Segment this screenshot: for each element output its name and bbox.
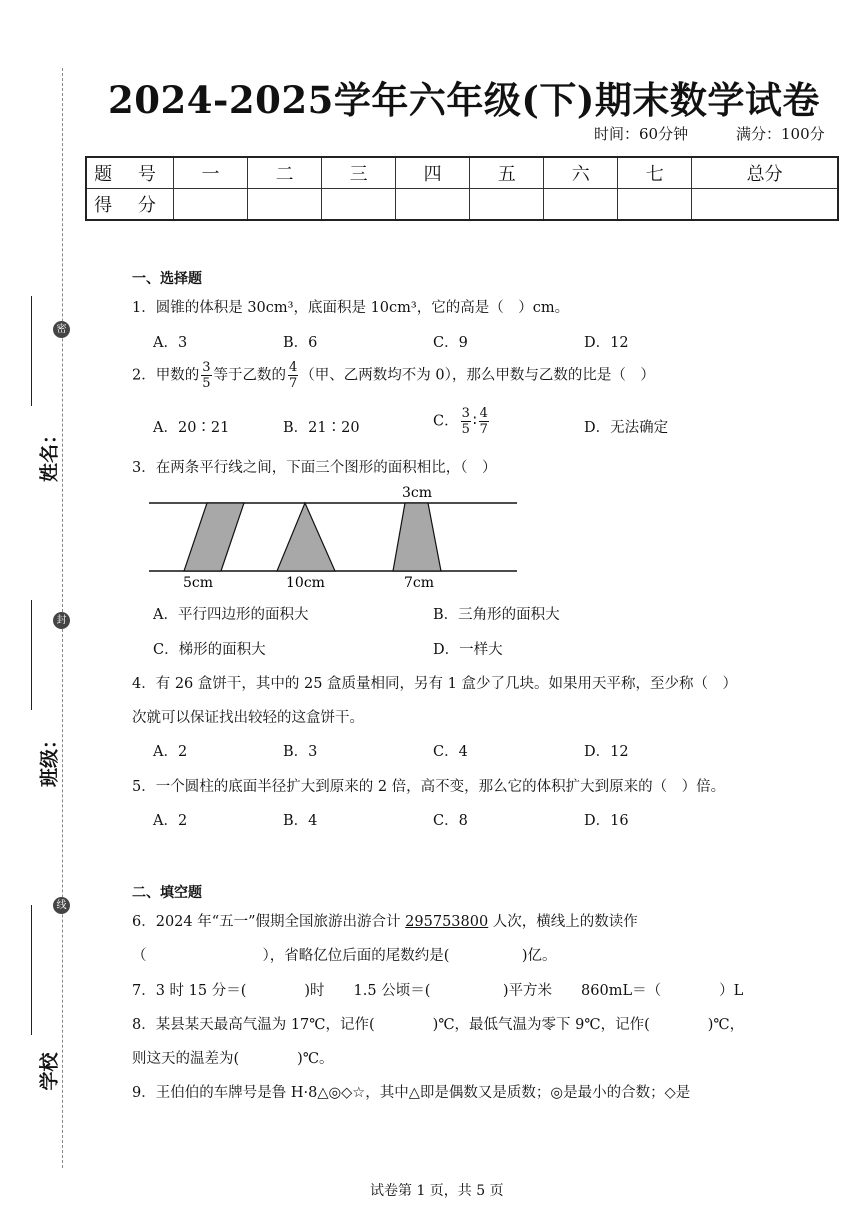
score-cell[interactable]	[322, 189, 396, 221]
question-7[interactable]: 7．3 时 15 分＝( )时 1.5 公顷＝( )平方米 860mL＝（ ）L	[132, 983, 744, 999]
q5-option-c: C．8	[433, 813, 468, 829]
q2-mid: 等于乙数的	[213, 367, 287, 384]
trapezoid-shape	[393, 503, 441, 571]
class-write-line	[31, 600, 32, 710]
q2-option-a: A．20∶21	[153, 420, 230, 436]
score-cell[interactable]	[248, 189, 322, 221]
seal-mi: 密	[53, 321, 70, 338]
question-4-line-1: 4．有 26 盒饼干，其中的 25 盒质量相同，另有 1 盒少了几块。如果用天平称，至少称（ ）	[132, 676, 738, 692]
class-label: 班级：	[38, 730, 61, 788]
score-col-3: 三	[322, 157, 396, 189]
question-9: 9．王伯伯的车牌号是鲁 H·8△◎◇☆，其中△即是偶数又是质数；◎是最小的合数；◇是	[132, 1085, 691, 1101]
seal-feng: 封	[53, 612, 70, 629]
exam-full-score: 满分：100分	[736, 125, 825, 143]
q4-option-b: B．3	[283, 744, 318, 760]
question-8-line-1[interactable]: 8．某县某天最高气温为 17℃，记作( )℃，最低气温为零下 9℃，记作( )℃，	[132, 1017, 745, 1033]
score-col-2: 二	[248, 157, 322, 189]
name-write-line	[31, 296, 32, 406]
question-6-blanks[interactable]: （ ），省略亿位后面的尾数约是( )亿。	[132, 948, 557, 964]
school-write-line	[31, 905, 32, 1035]
q4-option-d: D．12	[584, 744, 629, 760]
question-2	[132, 360, 655, 391]
score-col-5: 五	[470, 157, 544, 189]
exam-title: 2024-2025学年六年级(下)期末数学试卷	[108, 78, 820, 122]
score-table-header-row	[86, 157, 838, 189]
exam-time: 时间：60分钟	[594, 125, 689, 143]
section-heading-choice: 一、选择题	[132, 271, 202, 287]
q2-option-d: D．无法确定	[584, 420, 669, 436]
triangle-shape	[277, 503, 335, 571]
section-heading-fill: 二、填空题	[132, 885, 202, 901]
q2-option-b: B．21∶20	[283, 420, 360, 436]
school-label: 学校	[38, 1052, 61, 1091]
question-3: 3．在两条平行线之间，下面三个图形的面积相比，（ ）	[132, 460, 497, 476]
q3-option-c: C．梯形的面积大	[153, 642, 266, 658]
q5-option-d: D．16	[584, 813, 629, 829]
score-cell[interactable]	[174, 189, 248, 221]
score-cell[interactable]	[470, 189, 544, 221]
q4-option-a: A．2	[153, 744, 188, 760]
score-col-7: 七	[618, 157, 692, 189]
seal-xian: 线	[53, 897, 70, 914]
q1-option-b: B．6	[283, 335, 318, 351]
q4-option-c: C．4	[433, 744, 468, 760]
label-5cm: 5cm	[183, 575, 214, 591]
q3-option-b: B．三角形的面积大	[433, 607, 560, 623]
label-7cm: 7cm	[404, 575, 435, 591]
q3-option-d: D．一样大	[433, 642, 503, 658]
q2-fraction-2: $\frac{4}{7}$	[289, 360, 298, 391]
question-4-line-2: 次就可以保证找出较轻的这盒饼干。	[132, 710, 364, 726]
question-5: 5．一个圆柱的底面半径扩大到原来的 2 倍，高不变，那么它的体积扩大到原来的（ ）倍。	[132, 779, 726, 795]
score-table	[85, 156, 839, 221]
q6-number: 295753800	[405, 914, 489, 930]
score-cell[interactable]	[692, 189, 838, 221]
name-label: 姓名：	[38, 425, 61, 483]
label-10cm: 10cm	[286, 575, 325, 591]
score-row-label: 得 分	[86, 189, 174, 221]
q2-post: （甲、乙两数均不为 0），那么甲数与乙数的比是（ ）	[300, 367, 655, 384]
q2-pre: 2．甲数的	[132, 367, 200, 384]
score-col-6: 六	[544, 157, 618, 189]
score-col-1: 一	[174, 157, 248, 189]
q1-option-a: A．3	[153, 335, 188, 351]
q3-option-a: A．平行四边形的面积大	[153, 607, 309, 623]
q2-fraction-1: $\frac{3}{5}$	[202, 360, 211, 391]
q1-option-c: C．9	[433, 335, 468, 351]
score-table-score-row	[86, 189, 838, 221]
q5-option-b: B．4	[283, 813, 318, 829]
q2-option-c: C． $\frac{3}{5}$ ∶ $\frac{4}{7}$	[433, 406, 488, 437]
label-3cm: 3cm	[402, 485, 433, 501]
score-cell[interactable]	[618, 189, 692, 221]
page-footer: 试卷第 1 页，共 5 页	[370, 1183, 504, 1199]
score-col-4: 四	[396, 157, 470, 189]
q5-option-a: A．2	[153, 813, 188, 829]
question-1: 1．圆锥的体积是 30cm³，底面积是 10cm³，它的高是（ ）cm。	[132, 300, 570, 316]
score-cell[interactable]	[544, 189, 618, 221]
parallelogram-shape	[184, 503, 244, 571]
question-6: 6．2024 年“五一”假期全国旅游出游合计 295753800 人次，横线上的数读作	[132, 914, 638, 930]
score-cell[interactable]	[396, 189, 470, 221]
q1-option-d: D．12	[584, 335, 629, 351]
score-table-header-label: 题 号	[86, 157, 174, 189]
q3-figure	[145, 480, 525, 592]
score-col-total: 总分	[692, 157, 838, 189]
question-8-line-2[interactable]: 则这天的温差为( )℃。	[132, 1051, 334, 1067]
